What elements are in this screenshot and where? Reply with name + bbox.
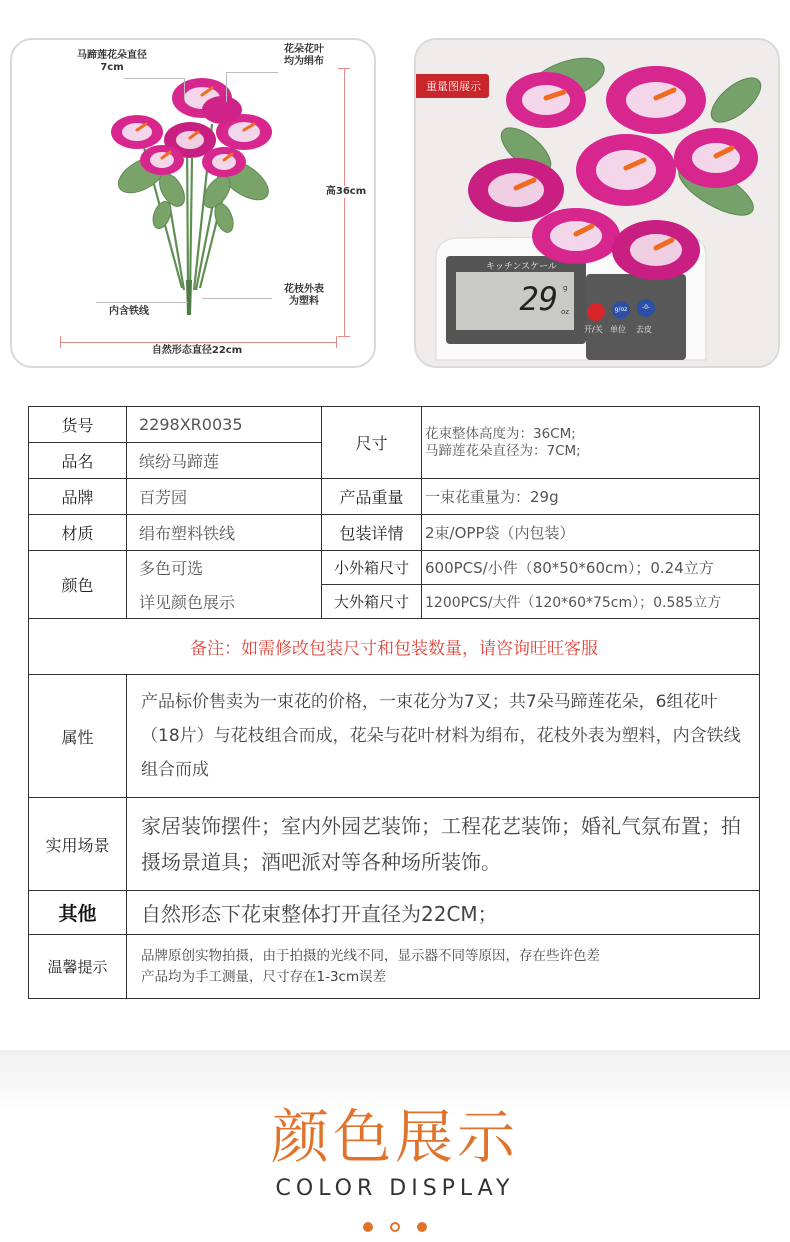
stem-label: 花枝外表 为塑料 — [284, 284, 324, 307]
small-box-label: 小外箱尺寸 — [322, 551, 422, 585]
big-box-value: 1200PCS/大件（120*60*75cm）；0.585立方 — [422, 585, 760, 619]
material-value: 绢布塑料铁线 — [127, 515, 322, 551]
attribute-value: 产品标价售卖为一束花的价格，一束花分为7叉；共7朵马蹄莲花朵，6组花叶（18片）与花枝组合而成，花朵与花叶材料为绢布，花枝外表为塑料，内含铁线组合而成 — [127, 675, 760, 798]
product-spec-table — [28, 406, 760, 999]
color-line-2: 详见颜色展示 — [127, 585, 322, 619]
scale-tare-label: 去皮 — [636, 325, 652, 334]
usage-value: 家居装饰摆件；室内外园艺装饰；工程花艺装饰；婚礼气氛布置；拍摄场景道具；酒吧派对等各种场所装饰。 — [127, 798, 760, 891]
scale-unit-button-text: g/oz — [614, 306, 628, 313]
weight-tag: 重量图展示 — [416, 74, 489, 98]
brand-value: 百芳园 — [127, 479, 322, 515]
section-subtitle: COLOR DISPLAY — [275, 1176, 515, 1201]
name-value: 缤纷马蹄莲 — [127, 443, 322, 479]
note-row: 备注：如需修改包装尺寸和包装数量，请咨询旺旺客服 — [29, 619, 760, 675]
usage-label: 实用场景 — [29, 798, 127, 891]
carousel-dot-1 — [363, 1222, 373, 1232]
weight-value: 一束花重量为：29g — [422, 479, 760, 515]
package-label: 包装详情 — [322, 515, 422, 551]
wire-label: 内含铁线 — [109, 306, 149, 317]
sku-value: 2298XR0035 — [127, 407, 322, 443]
scale-unit-oz: oz — [561, 308, 569, 316]
carousel-dot-2 — [390, 1222, 400, 1232]
material-label: 材质 — [29, 515, 127, 551]
section-title: 颜色展示 — [270, 1103, 519, 1171]
size-value — [422, 407, 760, 479]
size-line-2: 马蹄莲花朵直径为：7CM; — [425, 442, 581, 459]
weight-photo — [414, 38, 780, 368]
color-label: 颜色 — [29, 551, 127, 619]
name-label: 品名 — [29, 443, 127, 479]
color-line-1: 多色可选 — [127, 551, 322, 585]
tip-line-1: 品牌原创实物拍摄，由于拍摄的光线不同，显示器不同等原因，存在些许色差 — [141, 947, 600, 964]
sku-label: 货号 — [29, 407, 127, 443]
flower-diameter-label: 马蹄莲花朵直径 7cm — [77, 50, 147, 73]
brand-label: 品牌 — [29, 479, 127, 515]
big-box-label: 大外箱尺寸 — [322, 585, 422, 619]
flower-bouquet-illustration — [12, 40, 376, 368]
scale-reading: 29 — [519, 280, 558, 318]
scale-tare-button-text: -0- — [641, 304, 651, 311]
weight-label: 产品重量 — [322, 479, 422, 515]
package-value: 2束/OPP袋（内包装） — [422, 515, 760, 551]
scale-unit-g: g — [563, 284, 568, 292]
attribute-label: 属性 — [29, 675, 127, 798]
product-dimension-photo — [10, 38, 376, 368]
carousel-dot-3 — [417, 1222, 427, 1232]
size-label: 尺寸 — [322, 407, 422, 479]
spread-diameter-label: 自然形态直径22cm — [132, 345, 262, 357]
scale-unit-label: 单位 — [610, 325, 626, 334]
scale-brand: キッチンスケール — [486, 262, 557, 272]
height-label: 高36cm — [316, 186, 376, 198]
tip-value — [127, 935, 760, 999]
tip-label: 温馨提示 — [29, 935, 127, 999]
other-value: 自然形态下花束整体打开直径为22CM； — [127, 891, 760, 935]
tip-line-2: 产品均为手工测量，尺寸存在1-3cm误差 — [141, 968, 387, 985]
size-line-1: 花束整体高度为：36CM; — [425, 425, 576, 442]
small-box-value: 600PCS/小件（80*50*60cm）；0.24立方 — [422, 551, 760, 585]
other-label: 其他 — [29, 891, 127, 935]
scale-power-label: 开/关 — [584, 325, 603, 334]
fabric-label: 花朵花叶 均为绢布 — [284, 44, 324, 67]
